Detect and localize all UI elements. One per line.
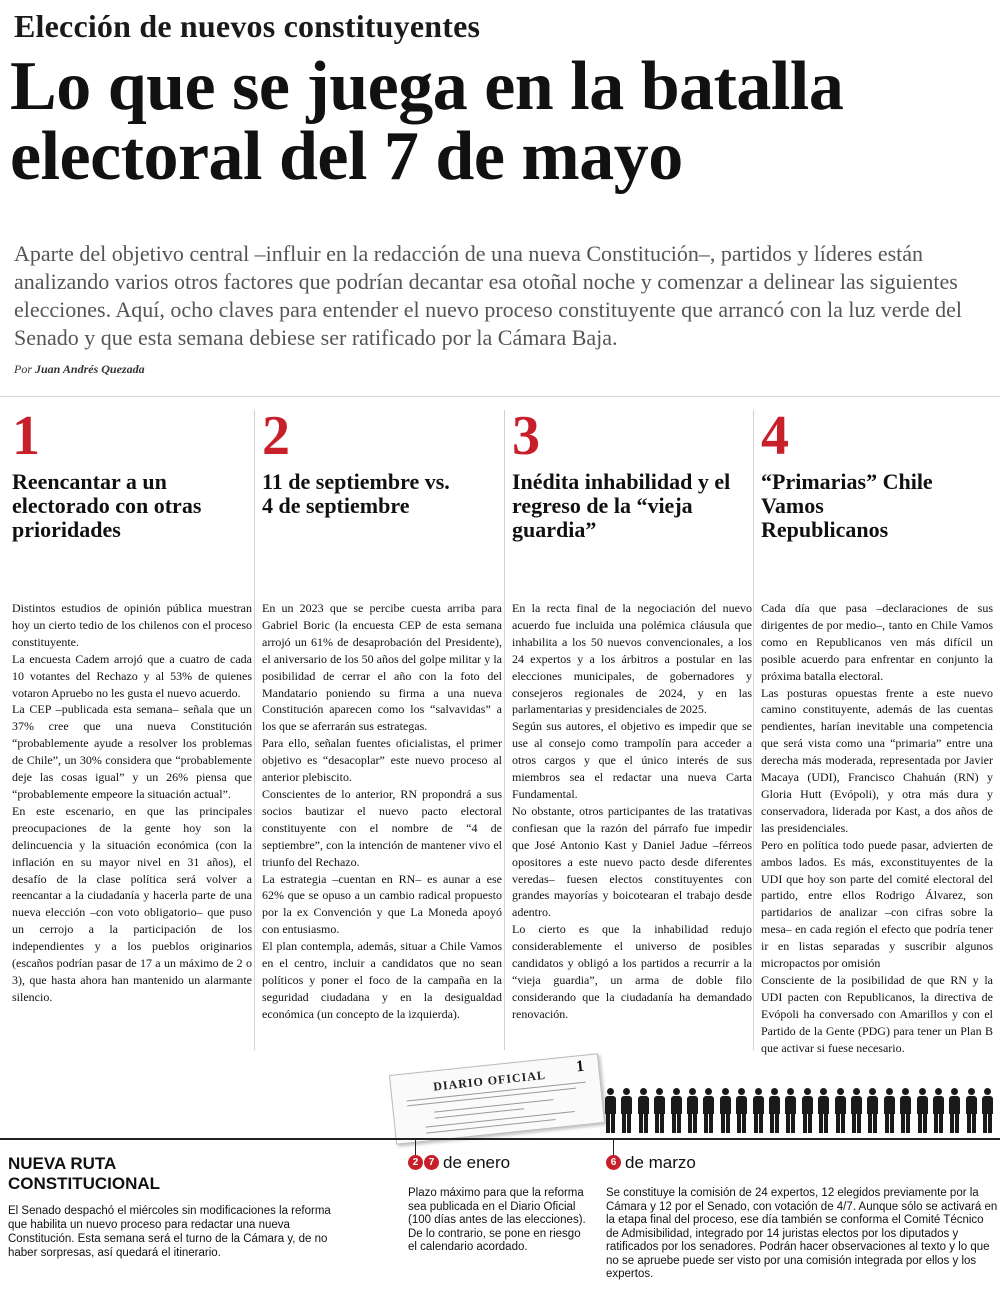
kicker: Elección de nuevos constituyentes xyxy=(14,8,481,44)
paragraph: Conscientes de lo anterior, RN propondrá a sus socios bautizar el nuevo pacto electoral constituyente con el nombre de “4 de septiembre”, con la intención de mantener vivo el triunfo del Rechazo. xyxy=(262,786,502,869)
paragraph: Pero en política todo puede pasar, advierten de ambos lados. Es más, exconstituyentes de la UDI que hoy son parte del comité electoral del partido, entre ellos Rodrigo Álvarez, son partidarios de analizar –con cifras sobre la mesa– en cada región el efecto que podría tener ir en listas separadas y suscribir algunos micropactos por omisión xyxy=(761,837,993,971)
person-icon xyxy=(801,1088,814,1134)
paragraph: La encuesta Cadem arrojó que a cuatro de cada 10 votantes del Rechazo y al 53% de quienes votaron Apruebo no les gusta el nuevo acuerdo. xyxy=(12,651,252,700)
date-digit: 7 xyxy=(424,1155,439,1170)
person-icon xyxy=(850,1088,863,1134)
person-icon xyxy=(735,1088,748,1134)
person-icon xyxy=(948,1088,961,1134)
person-icon xyxy=(834,1088,847,1134)
person-icon xyxy=(883,1088,896,1134)
person-icon xyxy=(686,1088,699,1134)
key-body xyxy=(12,600,252,1006)
key-body xyxy=(262,600,502,1023)
date-digit: 6 xyxy=(606,1155,621,1170)
paragraph: En un 2023 que se percibe cuesta arriba para Gabriel Boric (la encuesta CEP de esta semana arrojó un 61% de desaprobación del Presidente), el aniversario de los 50 años del golpe militar y la posibilidad de cerrar el año con la foto del Mandatario poniendo su firma a una nueva Constitución aparecen como los “salvavidas” a los que se aferrarán sus estrategas. xyxy=(262,601,502,734)
person-icon xyxy=(620,1088,633,1134)
diario-oficial-number: 1 xyxy=(575,1057,585,1076)
paragraph: La CEP –publicada esta semana– señala que un 37% cree que una nueva Constitución “probablemente ayude a resolver los problemas de Chile”, un 30% considera que “probablemente deje las cosas igual” y un 26% piensa que “probablemente empeore la situación actual”. xyxy=(12,702,252,801)
diario-oficial-illustration xyxy=(389,1053,605,1145)
diario-oficial-title: DIARIO OFICIAL xyxy=(432,1067,547,1094)
person-icon xyxy=(932,1088,945,1134)
paragraph: Según sus autores, el objetivo es impedir que se use al consejo como trampolín para acceder a otros cargos y que el único interés de sus miembros sea el redactar una nueva Carta Fundamental. xyxy=(512,719,752,801)
byline-prefix: Por xyxy=(14,362,32,376)
person-icon xyxy=(653,1088,666,1134)
key-body xyxy=(761,600,993,1056)
key-title: Reencantar a un electorado con otras prioridades xyxy=(12,469,202,542)
timeline-text-1: Plazo máximo para que la reforma sea publicada en el Diario Oficial (100 días antes de las elecciones). De lo contrario, se pone en riesgo el calendario acordado. xyxy=(408,1187,586,1253)
date-label: de marzo xyxy=(625,1152,696,1172)
person-icon xyxy=(916,1088,929,1134)
ruta-body: El Senado despachó el miércoles sin modificaciones la reforma que habilita un nuevo proceso para redactar una nueva Constitución. Esta semana será el turno de la Cámara y, de no haber sorpresas, así quedará el itinerario. xyxy=(8,1205,331,1259)
key-column-3 xyxy=(512,405,752,1021)
person-icon xyxy=(768,1088,781,1134)
byline xyxy=(14,362,145,377)
person-icon xyxy=(670,1088,683,1134)
date-label: de enero xyxy=(443,1152,511,1172)
person-icon xyxy=(702,1088,715,1134)
paragraph: La estrategia –cuentan en RN– es aunar a ese 62% que se opuso a un cambio radical propuesto por la ex Convención y que La Moneda apoyó con entusiasmo. xyxy=(262,871,502,937)
timeline-text-2: Se constituye la comisión de 24 expertos, 12 elegidos previamente por la Cámara y 12 por el Senado, con votación de 4/7. Aunque sólo se activará en la etapa final del proceso, ese día también se conforma el Comité Técnico de Admisibilidad, integrado por 14 juristas electos por los diputados y ratificados por los senadores. Podrán hacer observaciones al texto y lo que no se apruebe puede ser visto por una comisión integrada por ellos y los expertos. xyxy=(606,1187,998,1280)
person-icon xyxy=(604,1088,617,1134)
person-icon xyxy=(637,1088,650,1134)
key-title: Inédita inhabilidad y el regreso de la “vieja guardia” xyxy=(512,469,731,542)
date-digit: 2 xyxy=(408,1155,423,1170)
timeline-date-1 xyxy=(408,1152,510,1173)
person-icon xyxy=(719,1088,732,1134)
paragraph: En este escenario, en que las principales preocupaciones de la gente hoy son la delincuencia y la situación económica (con la inflación en su mayor nivel en 31 años), el desafío de la clase política será volver a reencantar a la ciudadanía y hacerla parte de una nueva elección –con voto obligatorio– que puso un cerrojo a la participación de los independientes y a los pueblos originarios (escaños podrían pasar de 17 a un máximo de 2 o 3), que hasta ahora han mantenido un alarmante silencio. xyxy=(12,803,252,1004)
paragraph: Las posturas opuestas frente a este nuevo camino constituyente, además de las cuentas pendientes, harían inevitable una competencia que será vista como una “primaria” entre una derecha más moderada, representada por Javier Macaya (UDI), Francisco Chahuán (RN) y Gloria Hutt (Evópoli), y otra más dura y conservadora, liderada por Kast, a dos años de las presidenciales. xyxy=(761,685,993,835)
experts-illustration xyxy=(604,1088,1000,1134)
paragraph: No obstante, otros participantes de las tratativas confiesan que la razón del párrafo fue impedir que José Antonio Kast y Daniel Jadue –férreos opositores a este nuevo pacto desde diferentes veredas– fuesen electos constituyentes con grandes mayorías y boicotearan el trabajo desde adentro. xyxy=(512,803,752,920)
lead-paragraph: Aparte del objetivo central –influir en la redacción de una nueva Constitución–, partidos y líderes están analizando varios otros factores que podrían decantar esa otoñal noche y comenzar a delinear las siguientes elecciones. Aquí, ocho claves para entender el nuevo proceso constituyente que arrancó con la luz verde del Senado y que esta semana debiese ser ratificado por la Cámara Baja. xyxy=(14,241,963,350)
key-number: 3 xyxy=(512,405,540,467)
key-title: 11 de septiembre vs. 4 de septiembre xyxy=(262,469,450,518)
byline-author: Juan Andrés Quezada xyxy=(35,362,145,376)
key-number: 2 xyxy=(262,405,290,467)
key-column-4 xyxy=(761,405,999,1055)
person-icon xyxy=(899,1088,912,1134)
timeline-date-2 xyxy=(606,1152,696,1173)
column-divider xyxy=(753,410,754,1050)
person-icon xyxy=(817,1088,830,1134)
key-number: 1 xyxy=(12,405,40,467)
person-icon xyxy=(965,1088,978,1134)
paragraph: El plan contempla, además, situar a Chile Vamos en el centro, incluir a candidatos que no sean políticos y poner el foco de la campaña en la seguridad ciudadana y en la desigualdad económica (un concepto de la izquierda). xyxy=(262,939,502,1021)
headline: Lo que se juega en la batalla electoral del 7 de mayo xyxy=(10,48,844,195)
paragraph: Lo cierto es que la inhabilidad redujo considerablemente el universo de posibles candidatos y obligó a los partidos a recurrir a la “vieja guardia”, un arma de doble filo considerando que la ciudadanía ha demandado renovación. xyxy=(512,922,752,1021)
key-number: 4 xyxy=(761,405,789,467)
paragraph: Para ello, señalan fuentes oficialistas, el primer objetivo es “desacoplar” este nuevo proceso al anterior plebiscito. xyxy=(262,736,502,785)
key-body xyxy=(512,600,752,1023)
person-icon xyxy=(784,1088,797,1134)
timeline-rule xyxy=(0,1138,1000,1140)
divider xyxy=(0,396,1000,397)
person-icon xyxy=(981,1088,994,1134)
ruta-title: NUEVA RUTA CONSTITUCIONAL xyxy=(8,1154,161,1193)
paragraph: Distintos estudios de opinión pública muestran hoy un cierto tedio de los chilenos con el proceso constituyente. xyxy=(12,601,252,649)
person-icon xyxy=(752,1088,765,1134)
person-icon xyxy=(866,1088,879,1134)
key-column-2 xyxy=(262,405,502,1021)
paragraph: En la recta final de la negociación del nuevo acuerdo fue incluida una polémica cláusula que inhabilita a los 50 nuevos convencionales, a los 24 expertos y a los árbitros a postular en las elecciones municipales, de gobernadores y consejeros regionales de 2024, y en las parlamentarias y presidenciales de 2025. xyxy=(512,601,752,717)
paragraph: Cada día que pasa –declaraciones de sus dirigentes de por medio–, tanto en Chile Vamos como en Republicanos ven más difícil un posible acuerdo para enfrentar en conjunto la próxima batalla electoral. xyxy=(761,601,993,683)
key-column-1 xyxy=(12,405,252,1004)
key-title: “Primarias” Chile Vamos Republicanos xyxy=(761,469,933,542)
column-divider xyxy=(504,410,505,1050)
column-divider xyxy=(254,410,255,1050)
paragraph: Consciente de la posibilidad de que RN y la UDI pacten con Republicanos, la directiva de Evópoli ha conversado con Amarillos y con el Partido de la Gente (PDG) para tener un Plan B que activar si fuese necesario. xyxy=(761,972,993,1055)
